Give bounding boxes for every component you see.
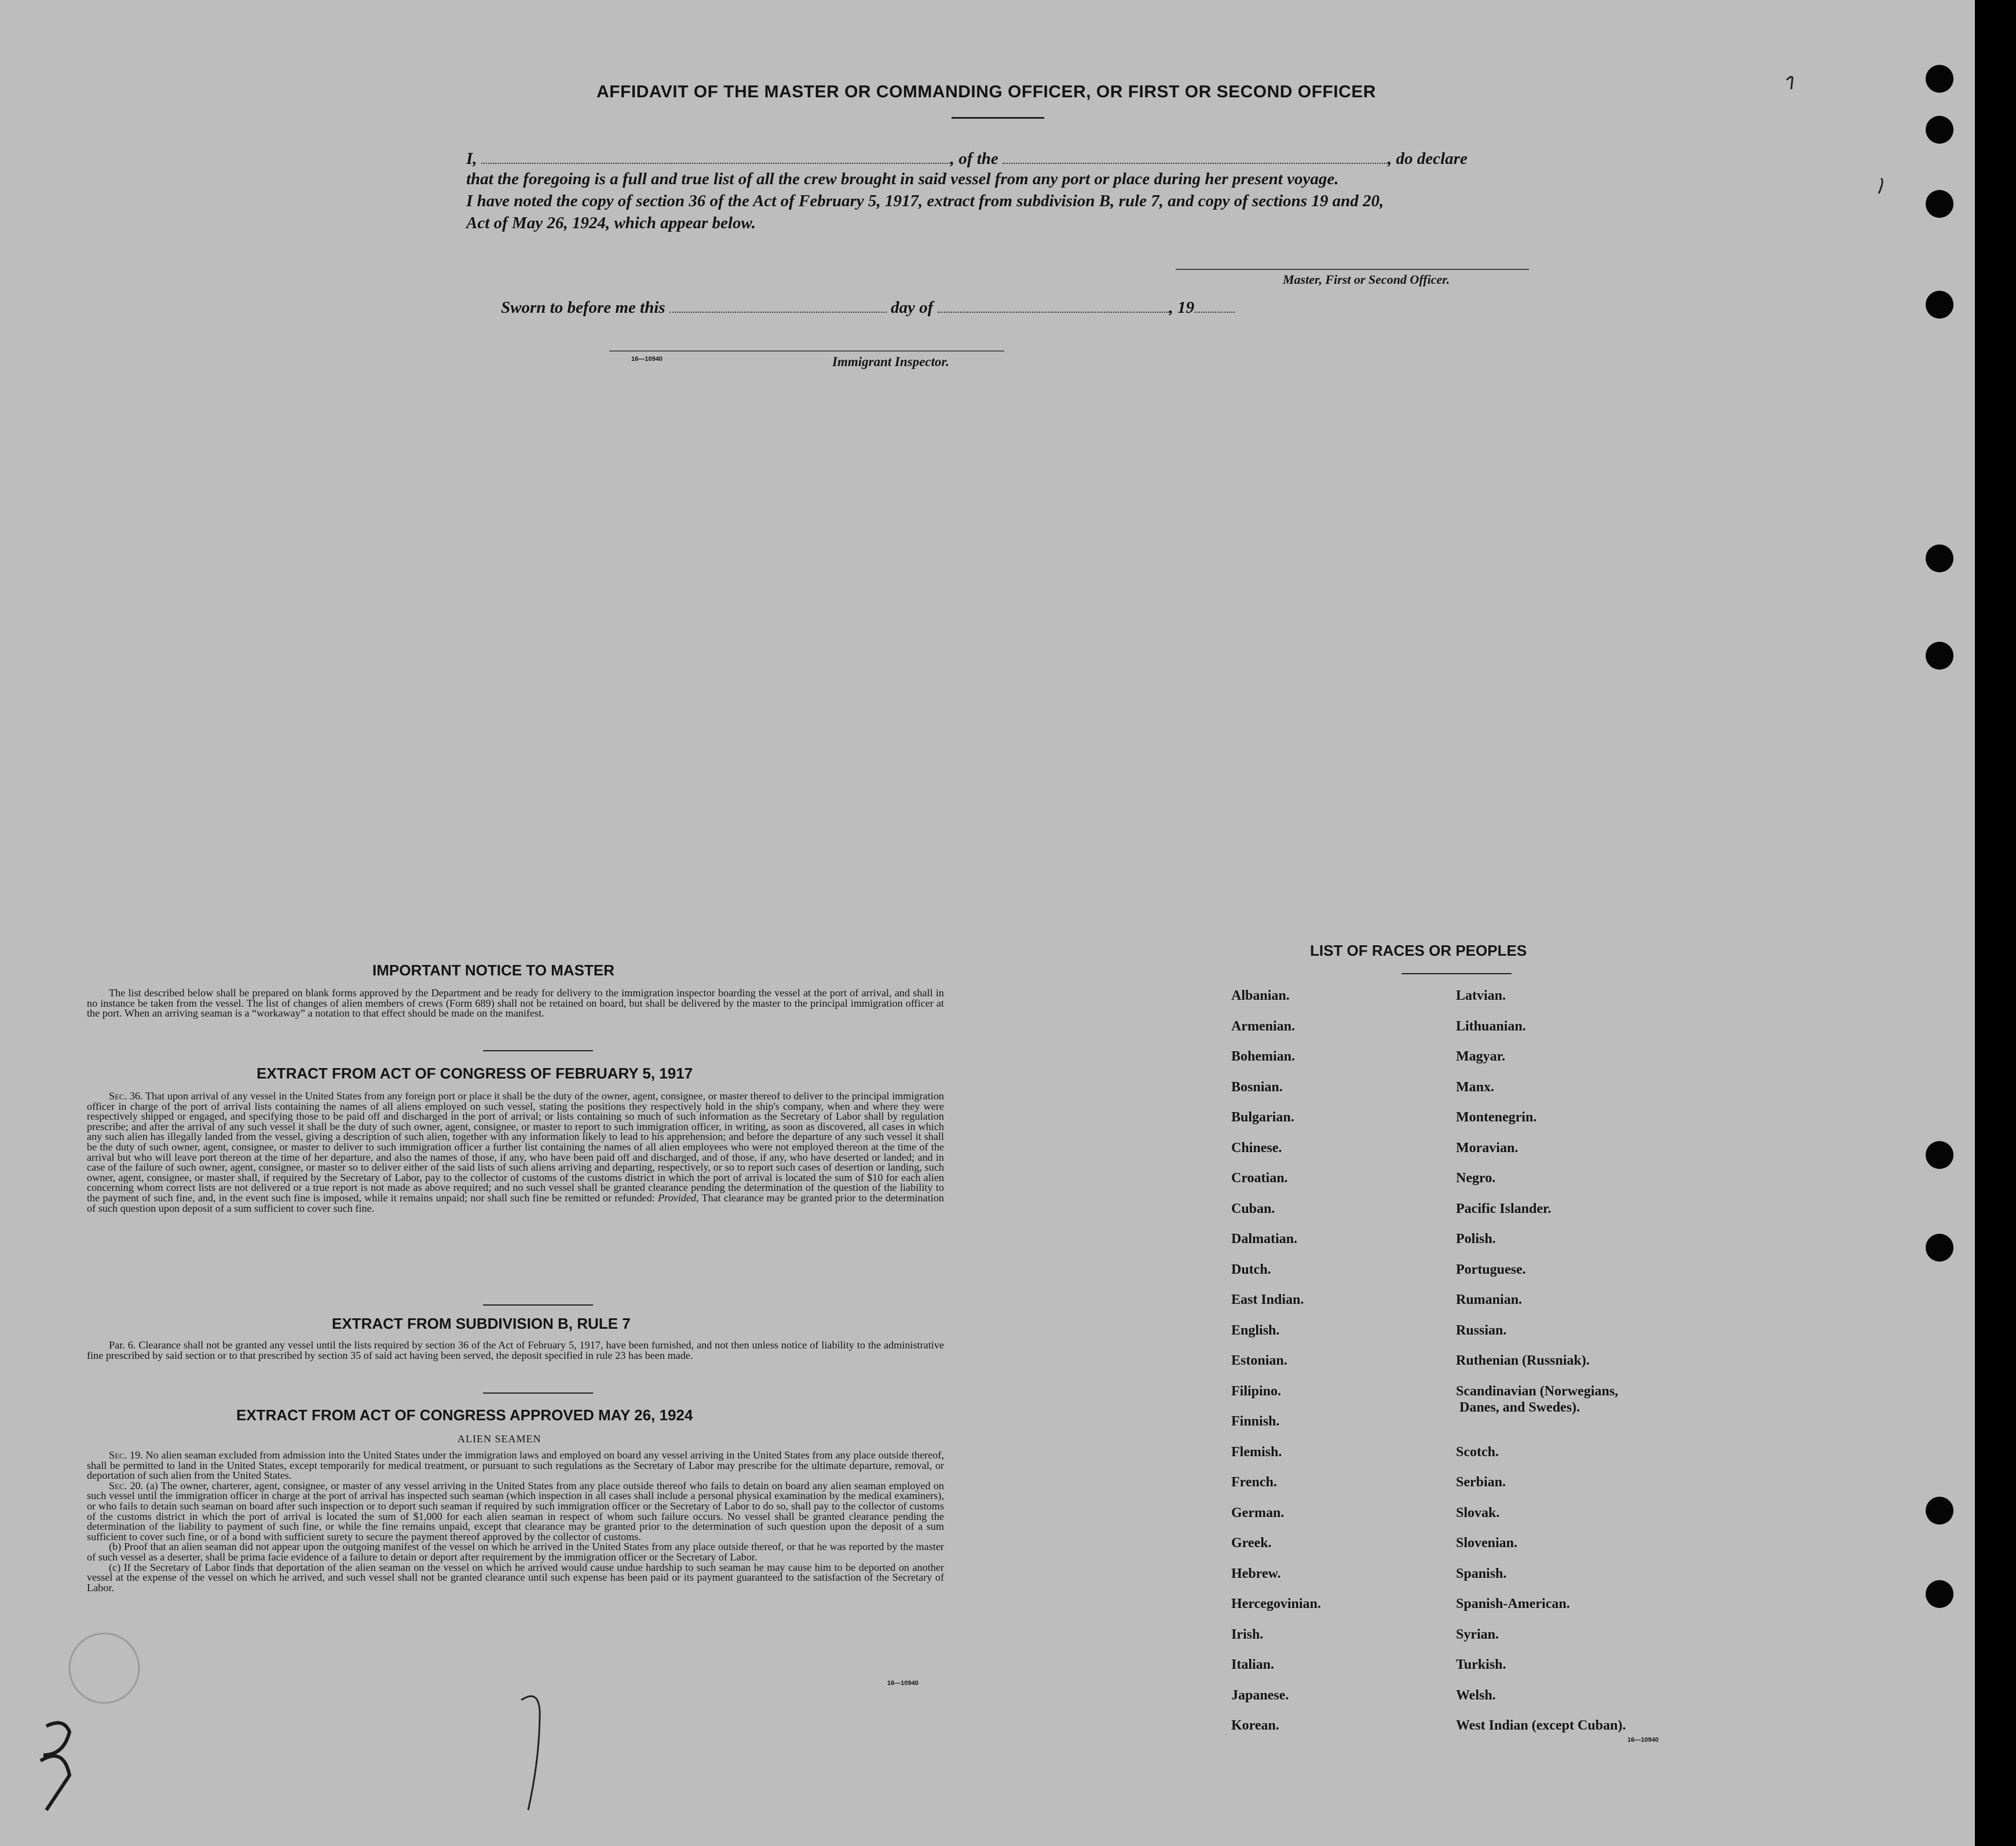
race-item: English. [1231, 1322, 1280, 1338]
affidavit-line-4: Act of May 26, 1924, which appear below. [466, 214, 756, 232]
pen-stroke [521, 1696, 540, 1810]
race-item: Hebrew. [1231, 1566, 1281, 1581]
race-item: West Indian (except Cuban). [1456, 1718, 1626, 1733]
rule-7-title: EXTRACT FROM SUBDIVISION B, RULE 7 [332, 1315, 631, 1332]
race-item: Latvian. [1456, 988, 1506, 1003]
race-item: Bulgarian. [1231, 1110, 1294, 1125]
race-item: Manx. [1456, 1079, 1494, 1095]
section-20-label: Sec. 20. [109, 1479, 144, 1492]
race-item: Japanese. [1231, 1687, 1289, 1703]
race-item: East Indian. [1231, 1292, 1304, 1307]
affidavit-line-3: I have noted the copy of section 36 of the Act of February 5, 1917, extract from subdivision B, rule 7, and copy of sections 19 and 20, [466, 192, 1384, 210]
extract-1917-title: EXTRACT FROM ACT OF CONGRESS OF FEBRUARY 5, 1917 [257, 1065, 693, 1082]
binder-hole [1926, 642, 1953, 670]
race-item: Albanian. [1231, 988, 1290, 1003]
race-item: Magyar. [1456, 1049, 1506, 1064]
races-title: LIST OF RACES OR PEOPLES [1310, 942, 1527, 959]
section-36-text: That upon arrival of any vessel in the United States from any foreign port or place it shall be the duty of the owner, agent, consignee, or master thereof to deliver to the principal immigration officer in charge of the port of arrival lists containing the names of all aliens employed on such vessel, stating the positions they respectively hold in the ship's company, when and where they were respectively shipped or engaged, and specifying those to be paid off and discharged in the port of arrival; or lists containing so much of such information as the Secretary of Labor shall by regulation prescribe; and after the arrival of any such vessel it shall be the duty of such owner, agent, consignee, or master to report to such immigration officer, in writing, as soon as discovered, all cases in which any such alien has illegally landed from the vessel, giving a description of such alien, together with any information likely to lead to his apprehension; and before the departure of any such vessel it shall be the duty of such owner, agent, consignee, or master to deliver to such immigration officer a further list containing the names of all alien employees who were not employed thereon at the time of the arrival but who will leave port thereon at the time of her departure, and also the names of those, if any, who have been paid off and discharged, and of those, if any, who have deserted or landed; and in case of the failure of such owner, agent, consignee, or master so to deliver either of the said lists of such aliens arriving and departing, respectively, or so to report such cases of desertion or landing, such owner, agent, consignee, or master shall, if required by the Secretary of Labor, pay to the collector of customs of the customs district in which the port of arrival is located the sum of $10 for each alien concerning whom correct lists are not delivered or a true report is not made as above required; and no such vessel shall be granted clearance pending the determination of the question of the liability to the payment of such fine, and, in the event such fine is imposed, while it remains unpaid; nor shall such fine be remitted or refunded: [87, 1090, 945, 1204]
year-prefix: , 19 [1169, 298, 1195, 317]
pen-slash-mark [1879, 178, 1882, 193]
race-item: Filipino. [1231, 1383, 1282, 1399]
race-item: Chinese. [1231, 1140, 1282, 1156]
pen-tick-mark [1787, 77, 1792, 89]
sworn-text: Sworn to before me this [501, 298, 665, 317]
proviso-label: Provided, [658, 1191, 699, 1204]
race-item: Hercegovinian. [1231, 1596, 1321, 1611]
race-item: Dutch. [1231, 1262, 1271, 1277]
race-item: Welsh. [1456, 1687, 1496, 1703]
race-item: Bosnian. [1231, 1079, 1283, 1095]
race-item: Estonian. [1231, 1353, 1287, 1368]
race-item: Cuban. [1231, 1201, 1275, 1216]
section-20b-text: (b) Proof that an alien seaman did not appear upon the outgoing manifest of the vessel on which he arrived in the United States from any place outside thereof, or that he was reported by the master of such vessel as a deserter, shall be prima facie evidence of a failure to detain or deport after requirement by the immigration officer or the Secretary of Labor. [87, 1541, 944, 1563]
binder-hole [1926, 1141, 1953, 1169]
race-item: Flemish. [1231, 1444, 1282, 1460]
race-item: French. [1231, 1475, 1277, 1490]
race-item: Dalmatian. [1231, 1231, 1297, 1246]
scan-border [1975, 0, 2016, 1846]
affidavit-title: AFFIDAVIT OF THE MASTER OR COMMANDING OFFICER, OR FIRST OR SECOND OFFICER [597, 82, 1376, 101]
race-item: Spanish. [1456, 1566, 1507, 1581]
binder-hole [1926, 116, 1953, 144]
race-item: Lithuanian. [1456, 1018, 1526, 1034]
binder-hole [1926, 65, 1953, 93]
race-item: Serbian. [1456, 1475, 1506, 1490]
race-item: Bohemian. [1231, 1049, 1296, 1064]
form-number: 16—10940 [1627, 1737, 1659, 1743]
race-item: Negro. [1456, 1171, 1496, 1186]
form-number: 16—10940 [887, 1680, 919, 1687]
race-item: Armenian. [1231, 1018, 1295, 1034]
declaration-of-the: , of the [950, 149, 998, 168]
race-item: Russian. [1456, 1322, 1507, 1338]
race-item: Ruthenian (Russniak). [1456, 1353, 1590, 1368]
race-item: Spanish-American. [1456, 1596, 1570, 1611]
race-item: Greek. [1231, 1536, 1272, 1551]
race-item: Polish. [1456, 1231, 1496, 1246]
race-item: Moravian. [1456, 1140, 1519, 1156]
day-of-text: day of [891, 298, 934, 317]
race-item: Slovenian. [1456, 1536, 1518, 1551]
notice-title: IMPORTANT NOTICE TO MASTER [372, 962, 614, 979]
section-19-text: No alien seaman excluded from admission into the United States under the immigration laws and employed on board any vessel arriving in the United States from any place outside thereof, shall be permitted to land in the United States, except temporarily for medical treatment, or pursuant to such regulations as the Secretary of Labor may prescribe for the ultimate departure, removal, or deportation of such alien from the United States. [87, 1449, 945, 1482]
section-36-label: Sec. 36. [109, 1090, 143, 1102]
race-item: Korean. [1231, 1718, 1279, 1733]
race-item: Finnish. [1231, 1414, 1280, 1429]
race-item: Croatian. [1231, 1171, 1288, 1186]
race-item: Portuguese. [1456, 1262, 1526, 1277]
race-item: Montenegrin. [1456, 1110, 1537, 1125]
race-item: Syrian. [1456, 1626, 1499, 1642]
binder-hole [1926, 190, 1953, 218]
declaration-i: I, [466, 149, 477, 168]
section-19-label: Sec. 19. [109, 1449, 143, 1461]
race-item: Pacific Islander. [1456, 1201, 1552, 1216]
race-item: Turkish. [1456, 1657, 1506, 1672]
faint-stamp [69, 1633, 139, 1703]
notice-paragraph: The list described below shall be prepared on blank forms approved by the Department and be ready for delivery to the immigration inspector boarding the vessel at the port of arrival, and shall in no instance be taken from the vessel. The list of changes of alien members of crews (Form 689) shall not be retained on board, but shall be delivered by the master to the principal immigration officer at the port. When an arriving seaman is a “workaway” a notation to that effect should be made on the manifest. [87, 987, 944, 1019]
proviso-text: That clearance may be granted prior to the determination of such question upon deposit of a sum sufficient to cover such fine. [87, 1191, 945, 1214]
signature-caption: Master, First or Second Officer. [1283, 272, 1450, 287]
race-item: Slovak. [1456, 1505, 1500, 1520]
section-20a-text: (a) The owner, charterer, agent, consignee, or master of any vessel arriving in the United States from any place outside thereof who fails to detain on board any alien seaman employed on such vessel until the immigration officer in charge at the port of arrival has inspected such seaman (which inspection in all cases shall include a personal physical examination by the medical examiners), or who fails to detain such seaman on board after such inspection or to deport such seaman if required by such immigration officer or the Secretary of Labor to do so, shall pay to the collector of customs of the customs district in which the port of arrival is located the sum of $1,000 for each alien seaman in respect of whom such failure occurs. No vessel shall be granted clearance pending the determination of the liability to payment of such fine, or while the fine remains unpaid, except that clearance may be granted prior to the determination of such question upon the deposit of a sum sufficient to cover such fine, or of a bond with sufficient surety to secure the payment thereof approved by the collector of customs. [87, 1479, 945, 1542]
race-item: Danes, and Swedes). [1459, 1399, 1580, 1415]
affidavit-line-2: that the foregoing is a full and true list of all the crew brought in said vessel from any port or place during her present voyage. [466, 170, 1339, 188]
rule-7-paragraph: Par. 6. Clearance shall not be granted any vessel until the lists required by section 36 of the Act of February 5, 1917, have been furnished, and not then unless notice of liability to the administrative fine prescribed by said section or to that prescribed by section 35 of said act having been served, the deposit specified in rule 23 has been made. [87, 1339, 944, 1361]
race-item: Scandinavian (Norwegians, [1456, 1383, 1619, 1399]
alien-seamen-subtitle: ALIEN SEAMEN [458, 1433, 541, 1445]
binder-hole [1926, 544, 1953, 572]
section-20c-text: (c) If the Secretary of Labor finds that deportation of the alien seaman on the vessel on which he arrived would cause undue hardship to such seaman he may cause him to be deported on another vessel at the expense of the vessel on which he arrived, and such vessel shall not be granted clearance until such expense has been paid or its payment guaranteed to the satisfaction of the Secretary of Labor. [87, 1561, 944, 1593]
binder-hole [1926, 1580, 1953, 1608]
inspector-caption: Immigrant Inspector. [832, 354, 949, 369]
handwritten-number [41, 1723, 69, 1810]
declaration-do-declare: , do declare [1388, 149, 1468, 168]
race-item: Rumanian. [1456, 1292, 1523, 1307]
race-item: Italian. [1231, 1657, 1275, 1672]
binder-hole [1926, 1234, 1953, 1262]
binder-hole [1926, 1497, 1953, 1525]
race-item: German. [1231, 1505, 1285, 1520]
form-number: 16—10940 [631, 356, 663, 363]
race-item: Scotch. [1456, 1444, 1499, 1460]
extract-1924-title: EXTRACT FROM ACT OF CONGRESS APPROVED MAY 26, 1924 [236, 1406, 693, 1424]
race-item: Irish. [1231, 1626, 1264, 1642]
binder-hole [1926, 291, 1953, 319]
